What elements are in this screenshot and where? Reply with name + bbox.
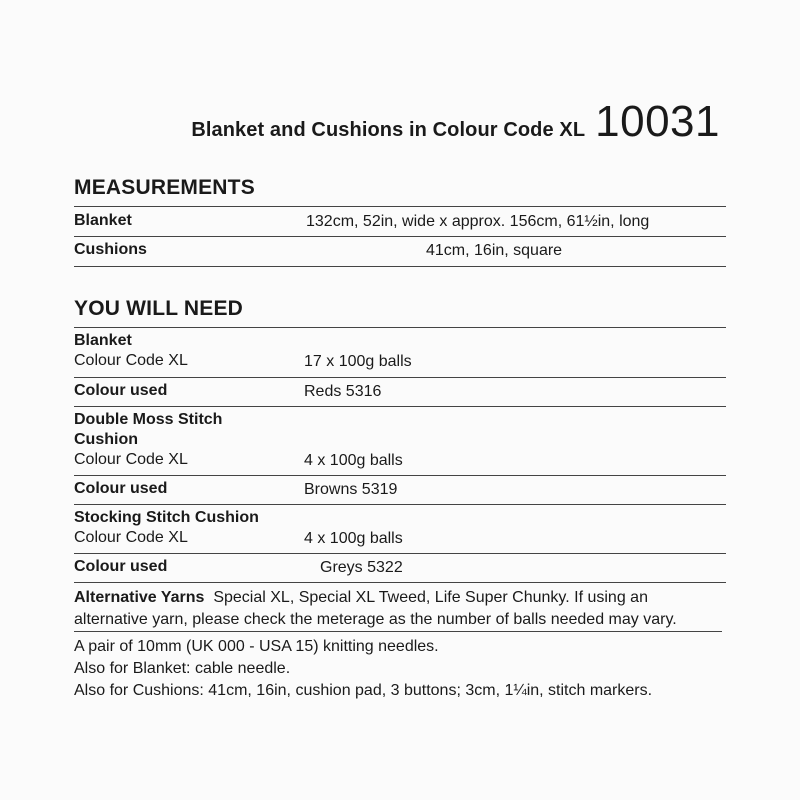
divider xyxy=(74,475,726,476)
alternative-yarns-label: Alternative Yarns xyxy=(74,589,205,606)
stocking-yarn-row xyxy=(74,529,726,555)
divider xyxy=(74,266,726,267)
divider xyxy=(74,236,726,237)
moss-label-line1: Double Moss Stitch xyxy=(74,411,223,428)
pattern-code: 10031 xyxy=(595,97,720,146)
colour-label: Colour used xyxy=(74,480,168,497)
alternative-yarns-note xyxy=(74,587,734,631)
measurement-value: 132cm, 52in, wide x approx. 156cm, 61½in, long xyxy=(306,213,650,230)
divider xyxy=(74,377,726,378)
yarn-quantity: 17 x 100g balls xyxy=(304,353,412,370)
you-will-need-heading: YOU WILL NEED xyxy=(74,297,244,320)
yarn-label: Colour Code XL xyxy=(74,451,188,468)
measurement-label: Cushions xyxy=(74,241,147,258)
blanket-label: Blanket xyxy=(74,332,132,349)
alternative-yarns-list: Special XL, Special XL Tweed, Life Super Chunky. If using an xyxy=(213,589,648,606)
moss-yarn-row xyxy=(74,451,726,477)
divider xyxy=(74,206,726,207)
measurement-row-blanket xyxy=(74,212,726,238)
yarn-label: Colour Code XL xyxy=(74,352,188,369)
yarn-label: Colour Code XL xyxy=(74,529,188,546)
divider xyxy=(74,553,726,554)
stocking-label: Stocking Stitch Cushion xyxy=(74,509,259,526)
colour-value: Reds 5316 xyxy=(304,383,382,400)
divider xyxy=(74,327,726,328)
colour-value: Browns 5319 xyxy=(304,481,398,498)
divider xyxy=(74,631,722,632)
cushion-extras-line: Also for Cushions: 41cm, 16in, cushion pad, 3 buttons; 3cm, 1¼in, stitch markers. xyxy=(74,682,653,699)
yarn-quantity: 4 x 100g balls xyxy=(304,452,403,469)
blanket-colour-row xyxy=(74,382,726,408)
divider xyxy=(74,406,726,407)
measurement-label: Blanket xyxy=(74,212,132,229)
moss-colour-row xyxy=(74,480,726,506)
moss-label-line2: Cushion xyxy=(74,431,138,448)
measurement-value: 41cm, 16in, square xyxy=(426,242,563,259)
alternative-yarns-line-2: alternative yarn, please check the meterage as the number of balls needed may vary. xyxy=(74,611,677,628)
yarn-quantity: 4 x 100g balls xyxy=(304,530,403,547)
pattern-title xyxy=(191,97,720,146)
measurement-row-cushions xyxy=(74,241,726,267)
measurements-heading: MEASUREMENTS xyxy=(74,176,255,199)
extras-note xyxy=(74,636,734,702)
pattern-title-text: Blanket and Cushions in Colour Code XL xyxy=(191,119,586,141)
blanket-yarn-row xyxy=(74,352,726,378)
colour-value: Greys 5322 xyxy=(320,559,403,576)
colour-label: Colour used xyxy=(74,558,168,575)
stocking-colour-row xyxy=(74,558,726,584)
divider xyxy=(74,504,726,505)
needles-line: A pair of 10mm (UK 000 - USA 15) knitting needles. xyxy=(74,638,439,655)
colour-label: Colour used xyxy=(74,382,168,399)
divider xyxy=(74,582,726,583)
alternative-yarns-line-1 xyxy=(74,587,734,609)
blanket-extras-line: Also for Blanket: cable needle. xyxy=(74,660,291,677)
